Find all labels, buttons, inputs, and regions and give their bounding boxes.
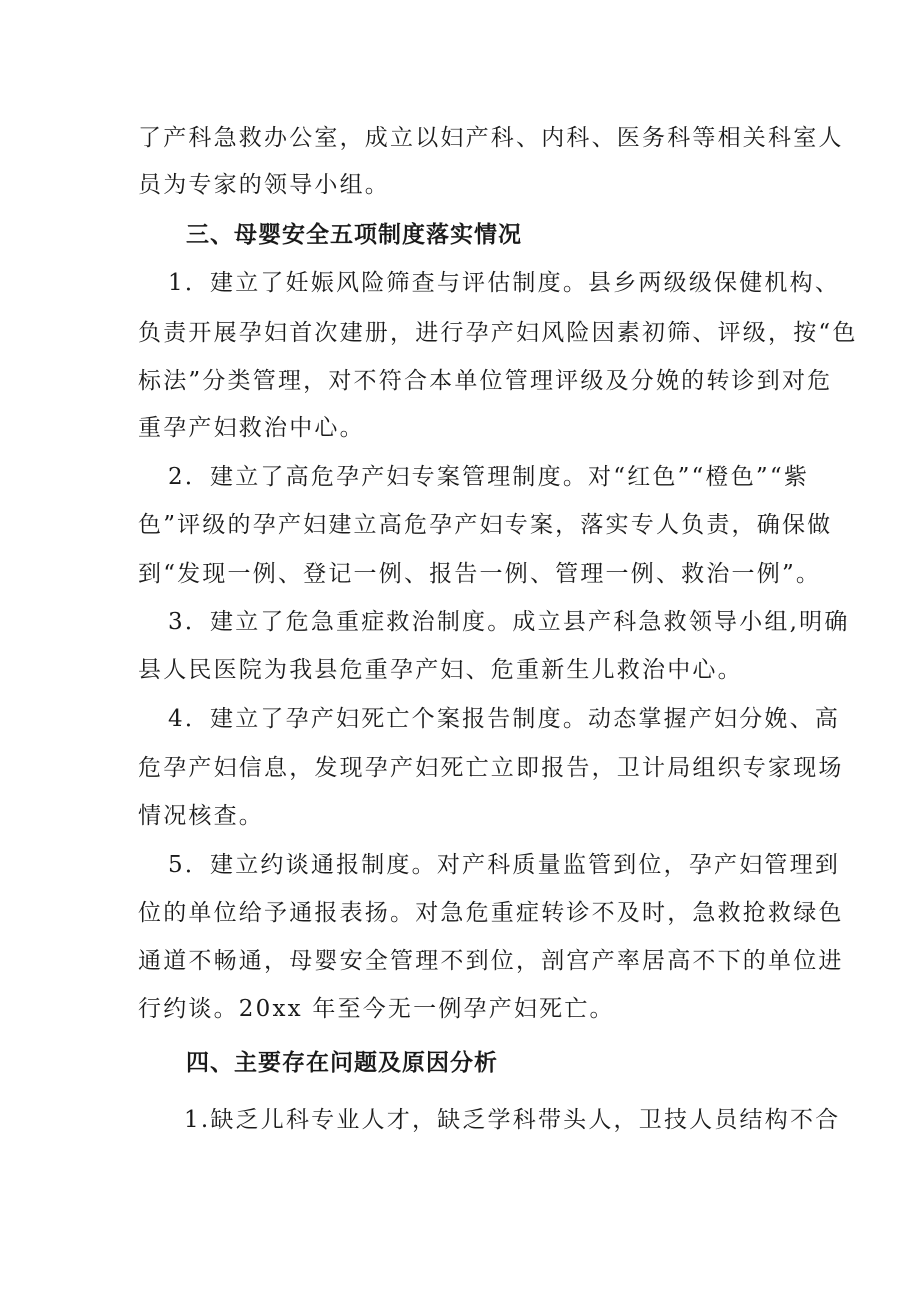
list-item-line: 县人民医院为我县危重孕产妇、危重新生儿救治中心。	[138, 657, 743, 683]
list-item-line: 危孕产妇信息，发现孕产妇死亡立即报告，卫计局组织专家现场	[138, 755, 844, 781]
list-item-line: 3．建立了危急重症救治制度。成立县产科急救领导小组,明确	[168, 609, 850, 635]
list-item-line: 位的单位给予通报表扬。对急危重症转诊不及时，急救抢救绿色	[138, 900, 844, 926]
list-item-line: 重孕产妇救治中心。	[138, 415, 365, 441]
list-item-line: 2．建立了高危孕产妇专案管理制度。对“红色”“橙色”“紫	[168, 464, 810, 490]
paragraph-line: 员为专家的领导小组。	[138, 172, 390, 198]
list-item-line: 4．建立了孕产妇死亡个案报告制度。动态掌握产妇分娩、高	[168, 706, 841, 732]
list-item-line: 1．建立了妊娠风险筛查与评估制度。县乡两级级保健机构、	[168, 270, 841, 296]
list-item-line: 通道不畅通，母婴安全管理不到位，剖宫产率居高不下的单位进	[138, 948, 844, 974]
list-item-line: 标法”分类管理，对不符合本单位管理评级及分娩的转诊到对危	[138, 368, 833, 394]
section-heading: 四、主要存在问题及原因分析	[186, 1050, 498, 1076]
list-item-line: 到“发现一例、登记一例、报告一例、管理一例、救治一例”。	[138, 561, 822, 587]
list-item-line: 色”评级的孕产妇建立高危孕产妇专案，落实专人负责，确保做	[138, 512, 833, 538]
list-item-line: 1.缺乏儿科专业人才，缺乏学科带头人，卫技人员结构不合	[184, 1107, 841, 1133]
list-item-line: 行约谈。20xx 年至今无一例孕产妇死亡。	[138, 996, 615, 1022]
list-item-line: 5．建立约谈通报制度。对产科质量监管到位，孕产妇管理到	[168, 852, 841, 878]
section-heading: 三、母婴安全五项制度落实情况	[186, 222, 522, 248]
list-item-line: 负责开展孕妇首次建册，进行孕产妇风险因素初筛、评级，按“色	[138, 320, 858, 346]
paragraph-line: 了产科急救办公室，成立以妇产科、内科、医务科等相关科室人	[138, 125, 844, 151]
list-item-line: 情况核查。	[138, 803, 264, 829]
